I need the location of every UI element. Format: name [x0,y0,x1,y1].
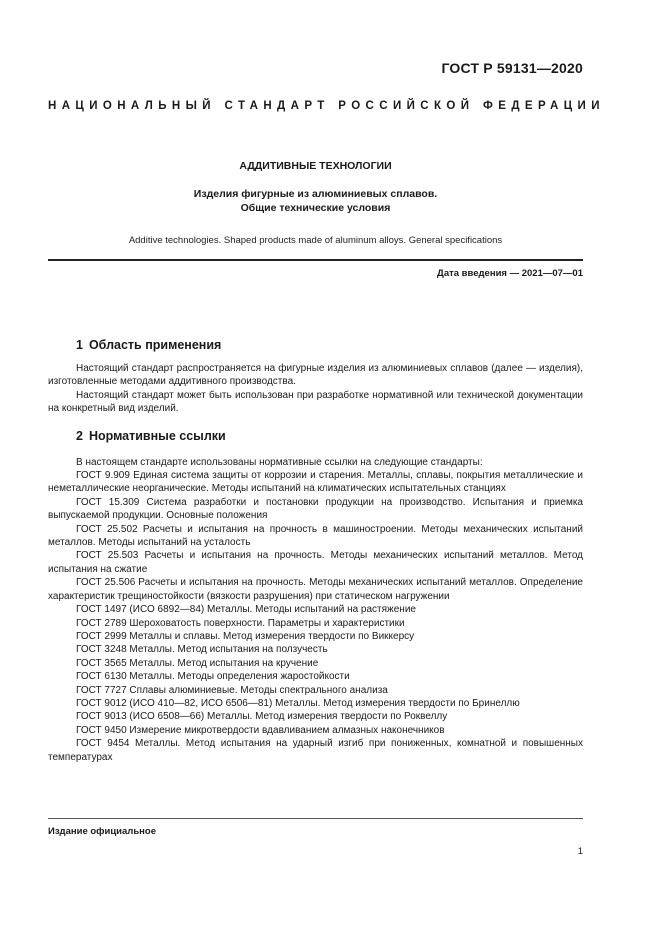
reference-item: ГОСТ 25.506 Расчеты и испытания на прочность. Методы механических испытаний металлов. Определение характеристик трещиностойкости (вязкости разрушения) при статическом нагружении [48,577,583,602]
document-code: ГОСТ Р 59131—2020 [441,60,583,76]
paragraph: В настоящем стандарте использованы нормативные ссылки на следующие стандарты: [76,456,483,468]
main-title: АДДИТИВНЫЕ ТЕХНОЛОГИИ [239,160,392,172]
reference-item: ГОСТ 2999 Металлы и сплавы. Метод измерения твердости по Виккерсу [76,630,415,642]
reference-item: ГОСТ 3248 Металлы. Метод испытания на ползучесть [76,644,328,656]
reference-item: ГОСТ 9013 (ИСО 6508—66) Металлы. Метод измерения твердости по Роквеллу [76,711,448,723]
reference-item: ГОСТ 3565 Металлы. Метод испытания на кручение [76,657,319,669]
section-heading [76,338,583,352]
english-title: Additive technologies. Shaped products made of aluminum alloys. General specifications [128,235,503,246]
reference-item: ГОСТ 9.909 Единая система защиты от коррозии и старения. Металлы, сплавы, покрытия металлические и неметаллические неорганические. Методы испытаний на климатических испытательных станциях [48,470,583,495]
reference-item: ГОСТ 25.503 Расчеты и испытания на прочность. Методы механических испытаний металлов. Метод испытания на сжатие [48,550,583,575]
header-divider [48,259,583,261]
paragraph: Настоящий стандарт распространяется на фигурные изделия из алюминиевых сплавов (далее — изделия), изготовленные методами аддитивного производства. [48,363,583,388]
section-heading [76,429,583,443]
subtitle-line-1: Изделия фигурные из алюминиевых сплавов. [193,188,438,200]
document-body [48,338,583,764]
page-number: 1 [577,846,583,857]
reference-item: ГОСТ 15.309 Система разработки и постановки продукции на производство. Испытания и приемка выпускаемой продукции. Основные положения [48,496,583,522]
subtitle [48,187,583,215]
reference-item: ГОСТ 2789 Шероховатость поверхности. Параметры и характеристики [76,617,405,629]
edition-label: Издание официальное [48,826,156,837]
paragraph: Настоящий стандарт может быть использован при разработке нормативной или технической документации на конкретный вид изделий. [48,389,583,415]
section-number: 2 [76,428,83,443]
section-normative-references [48,429,583,764]
reference-item: ГОСТ 1497 (ИСО 6892—84) Металлы. Методы испытаний на растяжение [76,604,416,616]
section-title: Область применения [88,338,222,352]
reference-item: ГОСТ 7727 Сплавы алюминиевые. Методы спектрального анализа [76,684,388,696]
reference-item: ГОСТ 25.502 Расчеты и испытания на прочность в машиностроении. Методы механических испытаний металлов. Методы испытаний на усталость [48,523,583,549]
reference-item: ГОСТ 9454 Металлы. Метод испытания на ударный изгиб при пониженных, комнатной и повышенных температурах [48,738,583,763]
title-block [48,160,583,246]
footer-divider [48,818,583,819]
section-number: 1 [76,338,83,352]
reference-item: ГОСТ 9012 (ИСО 410—82, ИСО 6506—81) Металлы. Метод измерения твердости по Бринеллю [76,697,520,709]
section-title: Нормативные ссылки [88,428,226,443]
subtitle-line-2: Общие технические условия [240,202,391,214]
section-scope [48,338,583,416]
introduction-date: Дата введения — 2021—07—01 [437,268,583,279]
reference-item: ГОСТ 9450 Измерение микротвердости вдавливанием алмазных наконечников [76,724,445,736]
national-standard-header: НАЦИОНАЛЬНЫЙ СТАНДАРТ РОССИЙСКОЙ ФЕДЕРАЦИИ [48,100,605,112]
reference-item: ГОСТ 6130 Металлы. Методы определения жаростойкости [76,671,350,683]
